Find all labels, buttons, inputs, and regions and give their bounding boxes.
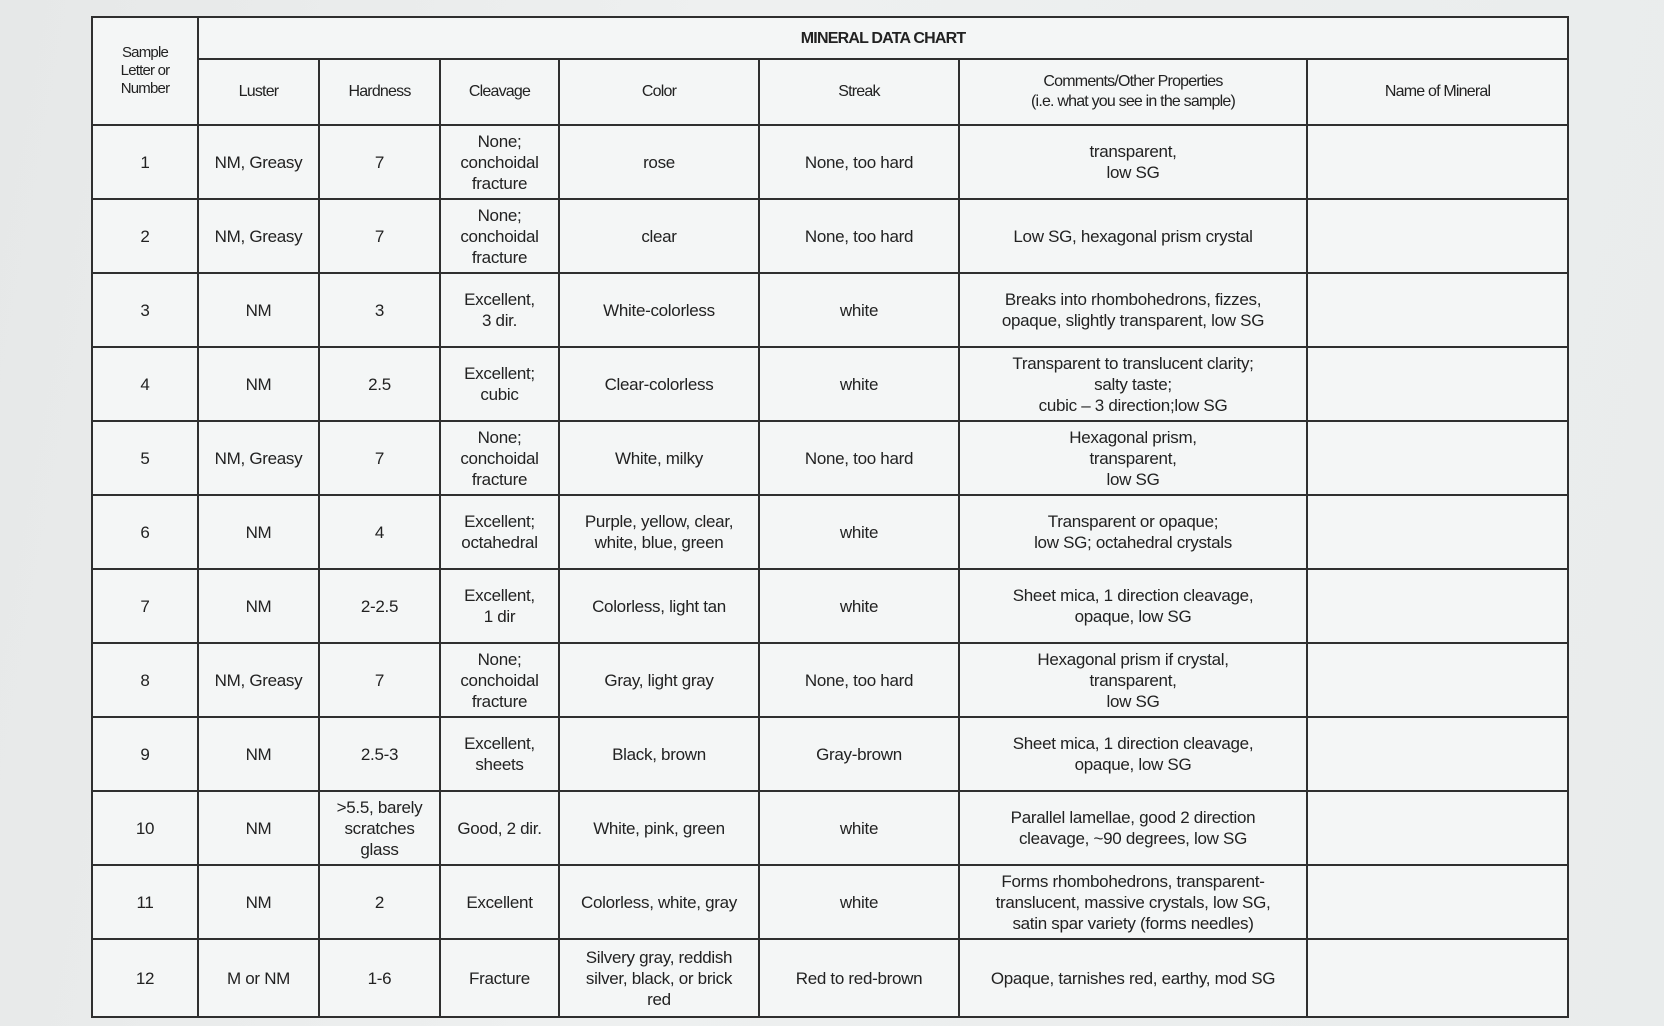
mineral-name-cell[interactable] (1307, 865, 1568, 939)
sample-number-cell: 7 (92, 569, 198, 643)
luster-cell: NM, Greasy (198, 643, 319, 717)
color-cell: White, milky (559, 421, 759, 495)
luster-cell: NM, Greasy (198, 125, 319, 199)
hardness-cell: 2-2.5 (319, 569, 440, 643)
luster-cell: NM (198, 495, 319, 569)
mineral-name-cell[interactable] (1307, 347, 1568, 421)
column-header-color: Color (559, 59, 759, 125)
streak-cell: white (759, 865, 959, 939)
sample-number-cell: 2 (92, 199, 198, 273)
sample-number-cell: 1 (92, 125, 198, 199)
comments-cell: Opaque, tarnishes red, earthy, mod SG (959, 939, 1307, 1017)
table-row (92, 199, 1568, 273)
column-header-luster: Luster (198, 59, 319, 125)
cleavage-cell: None; conchoidal fracture (440, 643, 559, 717)
table-row (92, 643, 1568, 717)
table-row (92, 421, 1568, 495)
streak-cell: white (759, 273, 959, 347)
cleavage-cell: None; conchoidal fracture (440, 199, 559, 273)
mineral-name-cell[interactable] (1307, 717, 1568, 791)
column-header-streak: Streak (759, 59, 959, 125)
mineral-name-cell[interactable] (1307, 421, 1568, 495)
streak-cell: Red to red-brown (759, 939, 959, 1017)
hardness-cell: 1-6 (319, 939, 440, 1017)
luster-cell: NM, Greasy (198, 199, 319, 273)
sample-number-cell: 10 (92, 791, 198, 865)
luster-cell: NM (198, 273, 319, 347)
hardness-cell: 2 (319, 865, 440, 939)
luster-cell: NM (198, 569, 319, 643)
cleavage-cell: Fracture (440, 939, 559, 1017)
table-row (92, 273, 1568, 347)
cleavage-cell: Excellent, 3 dir. (440, 273, 559, 347)
cleavage-cell: Excellent; octahedral (440, 495, 559, 569)
mineral-name-cell[interactable] (1307, 125, 1568, 199)
hardness-cell: 2.5 (319, 347, 440, 421)
streak-cell: None, too hard (759, 199, 959, 273)
column-header-mineral-name: Name of Mineral (1307, 59, 1568, 125)
sample-number-cell: 12 (92, 939, 198, 1017)
column-header-comments: Comments/Other Properties (i.e. what you see in the sample) (959, 59, 1307, 125)
table-row (92, 717, 1568, 791)
hardness-cell: 7 (319, 643, 440, 717)
streak-cell: None, too hard (759, 643, 959, 717)
comments-cell: Forms rhombohedrons, transparent- translucent, massive crystals, low SG, satin spar variety (forms needles) (959, 865, 1307, 939)
luster-cell: NM (198, 347, 319, 421)
comments-cell: Sheet mica, 1 direction cleavage, opaque, low SG (959, 569, 1307, 643)
color-cell: rose (559, 125, 759, 199)
mineral-data-table (91, 16, 1569, 1018)
color-cell: Gray, light gray (559, 643, 759, 717)
luster-cell: NM (198, 791, 319, 865)
table-row (92, 495, 1568, 569)
sample-header: Sample Letter or Number (92, 17, 198, 125)
color-cell: White-colorless (559, 273, 759, 347)
streak-cell: None, too hard (759, 125, 959, 199)
table-row (92, 791, 1568, 865)
streak-cell: Gray-brown (759, 717, 959, 791)
mineral-name-cell[interactable] (1307, 791, 1568, 865)
column-header-hardness: Hardness (319, 59, 440, 125)
hardness-cell: 7 (319, 125, 440, 199)
comments-cell: Sheet mica, 1 direction cleavage, opaque, low SG (959, 717, 1307, 791)
mineral-name-cell[interactable] (1307, 273, 1568, 347)
sample-number-cell: 4 (92, 347, 198, 421)
mineral-name-cell[interactable] (1307, 495, 1568, 569)
color-cell: Black, brown (559, 717, 759, 791)
color-cell: Silvery gray, reddish silver, black, or brick red (559, 939, 759, 1017)
cleavage-cell: Excellent (440, 865, 559, 939)
hardness-cell: 7 (319, 199, 440, 273)
column-header-cleavage: Cleavage (440, 59, 559, 125)
table-row (92, 125, 1568, 199)
comments-cell: Transparent to translucent clarity; salty taste; cubic – 3 direction;low SG (959, 347, 1307, 421)
comments-cell: Low SG, hexagonal prism crystal (959, 199, 1307, 273)
color-cell: Clear-colorless (559, 347, 759, 421)
comments-cell: transparent, low SG (959, 125, 1307, 199)
mineral-name-cell[interactable] (1307, 643, 1568, 717)
cleavage-cell: Good, 2 dir. (440, 791, 559, 865)
color-cell: clear (559, 199, 759, 273)
color-cell: Colorless, light tan (559, 569, 759, 643)
luster-cell: M or NM (198, 939, 319, 1017)
comments-cell: Breaks into rhombohedrons, fizzes, opaque, slightly transparent, low SG (959, 273, 1307, 347)
table-row (92, 865, 1568, 939)
mineral-name-cell[interactable] (1307, 939, 1568, 1017)
sample-number-cell: 8 (92, 643, 198, 717)
mineral-name-cell[interactable] (1307, 199, 1568, 273)
comments-cell: Parallel lamellae, good 2 direction cleavage, ~90 degrees, low SG (959, 791, 1307, 865)
cleavage-cell: None; conchoidal fracture (440, 421, 559, 495)
sample-number-cell: 11 (92, 865, 198, 939)
streak-cell: white (759, 347, 959, 421)
comments-cell: Hexagonal prism, transparent, low SG (959, 421, 1307, 495)
mineral-name-cell[interactable] (1307, 569, 1568, 643)
luster-cell: NM (198, 865, 319, 939)
cleavage-cell: Excellent, 1 dir (440, 569, 559, 643)
streak-cell: None, too hard (759, 421, 959, 495)
hardness-cell: 2.5-3 (319, 717, 440, 791)
color-cell: White, pink, green (559, 791, 759, 865)
sample-number-cell: 5 (92, 421, 198, 495)
hardness-cell: >5.5, barely scratches glass (319, 791, 440, 865)
streak-cell: white (759, 791, 959, 865)
streak-cell: white (759, 495, 959, 569)
hardness-cell: 3 (319, 273, 440, 347)
sample-number-cell: 6 (92, 495, 198, 569)
color-cell: Purple, yellow, clear, white, blue, green (559, 495, 759, 569)
luster-cell: NM, Greasy (198, 421, 319, 495)
comments-cell: Transparent or opaque; low SG; octahedral crystals (959, 495, 1307, 569)
table-row (92, 939, 1568, 1017)
table-title: MINERAL DATA CHART (198, 17, 1568, 59)
hardness-cell: 7 (319, 421, 440, 495)
cleavage-cell: Excellent; cubic (440, 347, 559, 421)
comments-cell: Hexagonal prism if crystal, transparent, low SG (959, 643, 1307, 717)
hardness-cell: 4 (319, 495, 440, 569)
cleavage-cell: Excellent, sheets (440, 717, 559, 791)
color-cell: Colorless, white, gray (559, 865, 759, 939)
sample-number-cell: 3 (92, 273, 198, 347)
table-row (92, 569, 1568, 643)
sample-number-cell: 9 (92, 717, 198, 791)
cleavage-cell: None; conchoidal fracture (440, 125, 559, 199)
luster-cell: NM (198, 717, 319, 791)
streak-cell: white (759, 569, 959, 643)
table-row (92, 347, 1568, 421)
